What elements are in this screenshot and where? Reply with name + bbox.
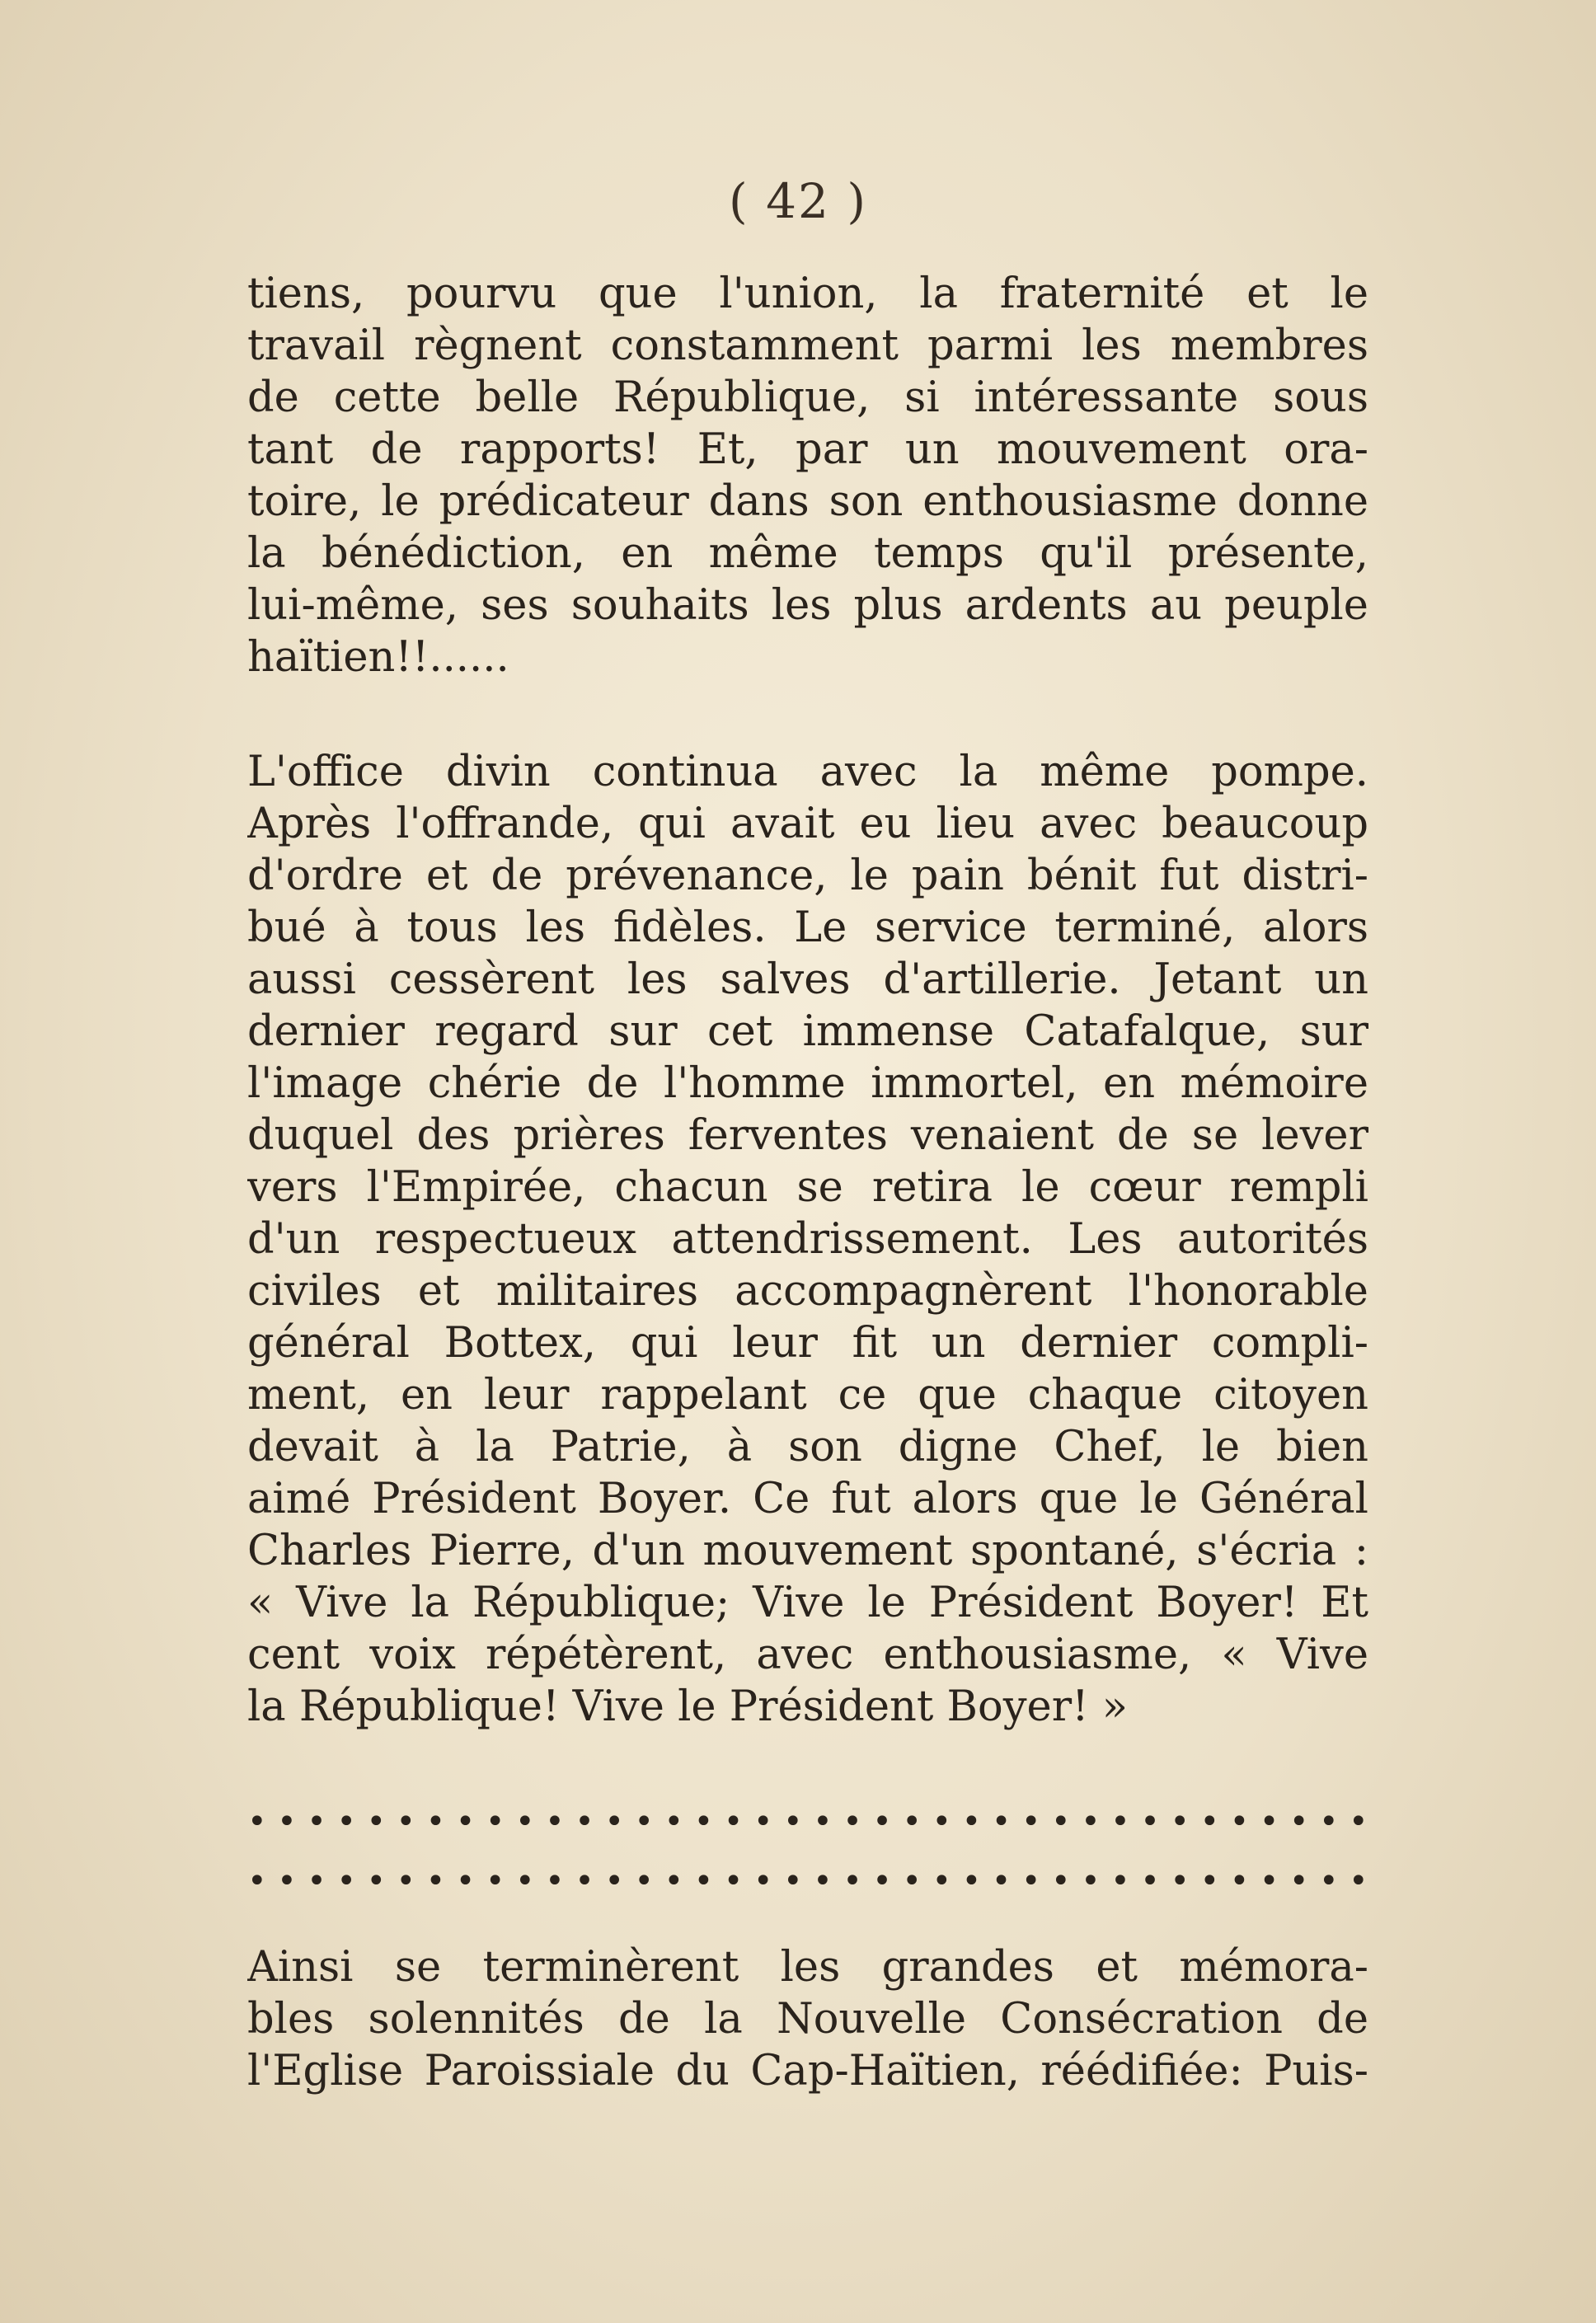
text-line: l'Eglise Paroissiale du Cap-Haïtien, réédifiée: Puis- — [247, 2047, 1368, 2095]
dot: • — [723, 1862, 744, 1900]
dot: • — [1170, 1803, 1190, 1841]
dot: • — [247, 1862, 267, 1900]
dot: • — [307, 1862, 326, 1900]
dot: • — [1229, 1803, 1250, 1841]
paragraph-2 — [247, 746, 1368, 1733]
dot: • — [991, 1803, 1012, 1841]
text-line: Charles Pierre, d'un mouvement spontané, s'écria : — [247, 1527, 1368, 1575]
dot: • — [336, 1803, 356, 1841]
dot: • — [1050, 1803, 1071, 1841]
paragraph-3 — [247, 1941, 1368, 2097]
dot: • — [932, 1803, 952, 1841]
dot: • — [575, 1803, 594, 1841]
dot: • — [545, 1862, 565, 1900]
dot: • — [307, 1803, 326, 1841]
dot: • — [1229, 1862, 1250, 1900]
text-line: « Vive la République; Vive le Président Boyer! Et — [247, 1579, 1368, 1627]
dot: • — [932, 1862, 952, 1900]
dot: • — [1021, 1803, 1041, 1841]
dot: • — [455, 1862, 476, 1900]
page-number: ( 42 ) — [729, 173, 867, 229]
dot: • — [961, 1862, 982, 1900]
dot: • — [1140, 1803, 1160, 1841]
text-line: Ainsi se terminèrent les grandes et mémora- — [247, 1943, 1368, 1992]
dot: • — [1140, 1862, 1160, 1900]
dot: • — [455, 1803, 476, 1841]
dot: • — [277, 1803, 297, 1841]
dot: • — [396, 1862, 416, 1900]
text-line: la République! Vive le Président Boyer! » — [247, 1682, 1129, 1731]
text-line: tant de rapports! Et, par un mouvement ora- — [247, 425, 1368, 474]
dot: • — [514, 1803, 535, 1841]
dot: • — [1349, 1803, 1368, 1841]
text-line: civiles et militaires accompagnèrent l'honorable — [247, 1267, 1368, 1316]
text-line: cent voix répétèrent, avec enthousiasme, « Vive — [247, 1631, 1368, 1679]
dot: • — [1289, 1862, 1309, 1900]
text-line: bué à tous les fidèles. Le service terminé, alors — [247, 903, 1368, 952]
dot: • — [902, 1803, 922, 1841]
dot: • — [813, 1803, 833, 1841]
dot: • — [634, 1862, 655, 1900]
dot: • — [782, 1803, 803, 1841]
dot: • — [634, 1803, 655, 1841]
dot: • — [1110, 1803, 1130, 1841]
dot: • — [425, 1803, 446, 1841]
dot: • — [753, 1862, 773, 1900]
dot: • — [723, 1803, 744, 1841]
text-line: la bénédiction, en même temps qu'il présente, — [247, 529, 1368, 578]
text-line: vers l'Empirée, chacun se retira le cœur rempli — [247, 1163, 1368, 1212]
dot: • — [485, 1803, 505, 1841]
dot: • — [1318, 1803, 1339, 1841]
dot: • — [336, 1862, 356, 1900]
dot: • — [902, 1862, 922, 1900]
dot: • — [396, 1803, 416, 1841]
dot: • — [872, 1862, 892, 1900]
text-line: d'ordre et de prévenance, le pain bénit fut distri- — [247, 852, 1368, 900]
dot: • — [1081, 1803, 1101, 1841]
dot: • — [961, 1803, 982, 1841]
dot: • — [991, 1862, 1012, 1900]
text-line: aimé Président Boyer. Ce fut alors que le Général — [247, 1475, 1368, 1523]
text-line: ment, en leur rappelant ce que chaque citoyen — [247, 1371, 1368, 1420]
text-line: haïtien!!...... — [247, 633, 509, 682]
text-line: l'image chérie de l'homme immortel, en mémoire — [247, 1059, 1368, 1108]
dot: • — [813, 1862, 833, 1900]
dot: • — [782, 1862, 803, 1900]
text-line: général Bottex, qui leur fit un dernier compli- — [247, 1319, 1368, 1368]
dot: • — [277, 1862, 297, 1900]
text-line: de cette belle République, si intéressante sous — [247, 373, 1368, 422]
dot: • — [693, 1803, 714, 1841]
text-line: bles solennités de la Nouvelle Consécration de — [247, 1995, 1368, 2044]
dot: • — [1199, 1862, 1220, 1900]
dot: • — [366, 1862, 387, 1900]
text-line: d'un respectueux attendrissement. Les autorités — [247, 1215, 1368, 1264]
dot: • — [1349, 1862, 1368, 1900]
dot: • — [664, 1803, 684, 1841]
dot: • — [1110, 1862, 1130, 1900]
dot: • — [753, 1803, 773, 1841]
dot: • — [872, 1803, 892, 1841]
text-line: dernier regard sur cet immense Catafalque, sur — [247, 1007, 1368, 1056]
dot: • — [693, 1862, 714, 1900]
dot: • — [604, 1862, 624, 1900]
dot: • — [425, 1862, 446, 1900]
dot: • — [1081, 1862, 1101, 1900]
text-line: duquel des prières ferventes venaient de se lever — [247, 1111, 1368, 1160]
dot: • — [1170, 1862, 1190, 1900]
paragraph-1 — [247, 268, 1368, 683]
dot: • — [604, 1803, 624, 1841]
text-line: aussi cessèrent les salves d'artillerie. Jetant un — [247, 955, 1368, 1004]
dot: • — [545, 1803, 565, 1841]
dot: • — [247, 1803, 267, 1841]
dot: • — [1289, 1803, 1309, 1841]
dot: • — [366, 1803, 387, 1841]
dot: • — [575, 1862, 594, 1900]
dot: • — [843, 1862, 862, 1900]
text-line: devait à la Patrie, à son digne Chef, le bien — [247, 1423, 1368, 1471]
dot: • — [1259, 1862, 1279, 1900]
text-line: travail règnent constamment parmi les membres — [247, 321, 1368, 370]
dot: • — [664, 1862, 684, 1900]
dot: • — [1199, 1803, 1220, 1841]
text-line: tiens, pourvu que l'union, la fraternité et le — [247, 270, 1368, 318]
text-line: lui-même, ses souhaits les plus ardents au peuple — [247, 581, 1368, 630]
dot: • — [1050, 1862, 1071, 1900]
text-line: L'office divin continua avec la même pompe. — [247, 748, 1368, 796]
dotted-separator — [247, 1862, 1368, 1900]
dot: • — [485, 1862, 505, 1900]
dot: • — [1021, 1862, 1041, 1900]
dot: • — [1259, 1803, 1279, 1841]
dot: • — [1318, 1862, 1339, 1900]
text-line: Après l'offrande, qui avait eu lieu avec beaucoup — [247, 800, 1368, 848]
dot: • — [514, 1862, 535, 1900]
dot: • — [843, 1803, 862, 1841]
dotted-separator — [247, 1803, 1368, 1841]
text-line: toire, le prédicateur dans son enthousiasme donne — [247, 477, 1368, 526]
